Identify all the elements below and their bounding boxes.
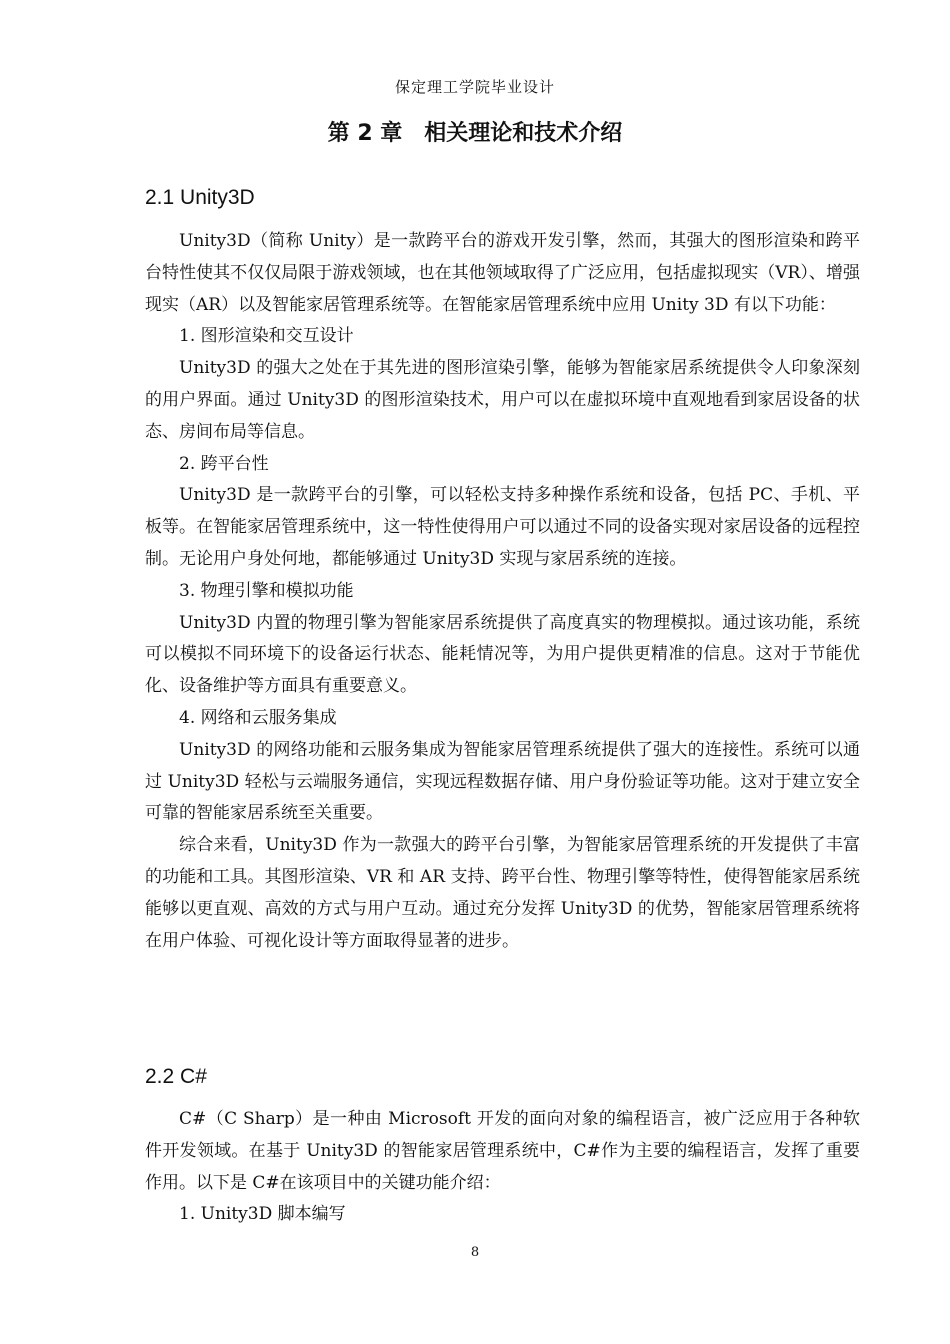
section-title-2-2: 2.2 C# — [145, 1065, 207, 1088]
page-header: 保定理工学院毕业设计 — [394, 78, 555, 96]
paragraph: Unity3D（简称 Unity）是一款跨平台的游戏开发引擎，然而，其强大的图形渲染和跨平台特性使其不仅仅局限于游戏领域，也在其他领域取得了广泛应用，包括虚拟现实（VR）、增强现实（AR）以及智能家居管理系统等。在智能家居管理系统中应用 Unity 3D 有以下功能： — [145, 231, 860, 315]
page-number: 8 — [470, 1245, 480, 1260]
paragraph: Unity3D 内置的物理引擎为智能家居系统提供了高度真实的物理模拟。通过该功能，系统可以模拟不同环境下的设备运行状态、能耗情况等，为用户提供更精准的信息。这对于节能优化、设备维护等方面具有重要意义。 — [145, 612, 860, 697]
paragraph: Unity3D 的强大之处在于其先进的图形渲染引擎，能够为智能家居系统提供令人印象深刻的用户界面。通过 Unity3D 的图形渲染技术，用户可以在虚拟环境中直观地看到家居设备的状态、房间布局等信息。 — [145, 358, 860, 442]
list-heading: 1. 图形渲染和交互设计 — [179, 326, 354, 347]
section-2-2-body — [145, 1104, 860, 1231]
chapter-title: 第 2 章 相关理论和技术介绍 — [327, 121, 623, 146]
section-title-2-1: 2.1 Unity3D — [145, 186, 255, 209]
list-heading: 4. 网络和云服务集成 — [179, 707, 337, 728]
list-heading: 3. 物理引擎和模拟功能 — [179, 580, 354, 601]
section-2-1-body — [145, 226, 860, 957]
paragraph: C#（C Sharp）是一种由 Microsoft 开发的面向对象的编程语言，被广泛应用于各种软件开发领域。在基于 Unity3D 的智能家居管理系统中，C#作为主要的编程语言，发挥了重要作用。以下是 C#在该项目中的关键功能介绍： — [145, 1109, 860, 1193]
list-heading: 1. Unity3D 脚本编写 — [179, 1204, 346, 1225]
paragraph: Unity3D 是一款跨平台的引擎，可以轻松支持多种操作系统和设备，包括 PC、手机、平板等。在智能家居管理系统中，这一特性使得用户可以通过不同的设备实现对家居设备的远程控制。无论用户身处何地，都能够通过 Unity3D 实现与家居系统的连接。 — [145, 485, 860, 569]
list-heading: 2. 跨平台性 — [179, 453, 269, 474]
paragraph: Unity3D 的网络功能和云服务集成为智能家居管理系统提供了强大的连接性。系统可以通过 Unity3D 轻松与云端服务通信，实现远程数据存储、用户身份验证等功能。这对于建立安全可靠的智能家居系统至关重要。 — [145, 739, 860, 824]
paragraph: 综合来看，Unity3D 作为一款强大的跨平台引擎，为智能家居管理系统的开发提供了丰富的功能和工具。其图形渲染、VR 和 AR 支持、跨平台性、物理引擎等特性，使得智能家居系统能够以更直观、高效的方式与用户互动。通过充分发挥 Unity3D 的优势，智能家居管理系统将在用户体验、可视化设计等方面取得显著的进步。 — [145, 835, 860, 951]
